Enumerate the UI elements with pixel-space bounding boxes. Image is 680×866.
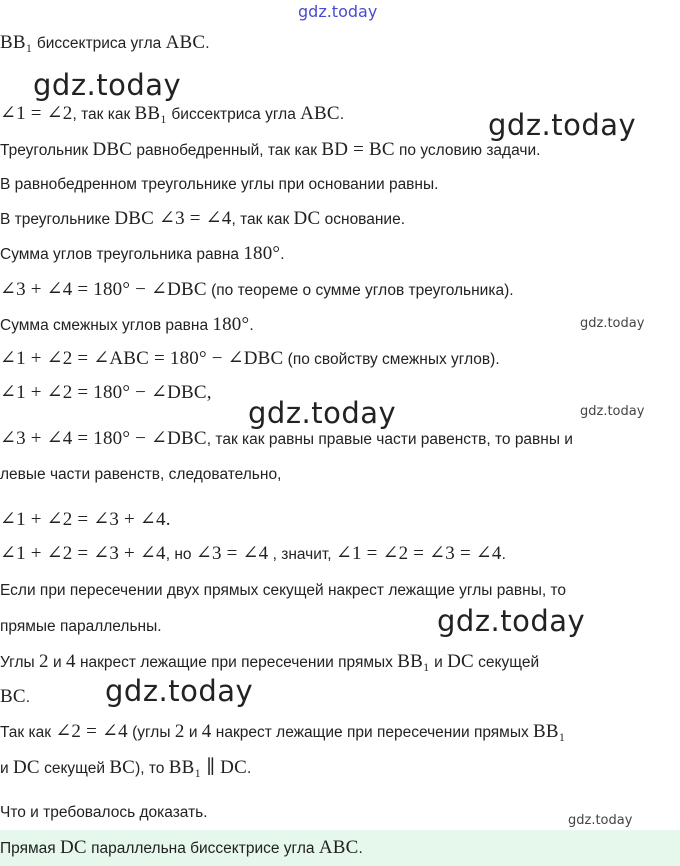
text-run: секущей — [473, 654, 540, 671]
math-expression: BB₁ — [0, 32, 33, 53]
math-expression: ABC — [318, 837, 359, 858]
text-run: и — [429, 654, 448, 671]
solution-line — [0, 463, 678, 487]
math-expression: ∠1 + ∠2 = ∠3 + ∠4. — [0, 509, 171, 530]
math-expression: 4 — [201, 721, 212, 742]
math-expression: DC — [12, 757, 40, 778]
text-run: равнобедренный, так как — [132, 142, 322, 159]
math-expression: 2 — [38, 651, 49, 672]
text-run: . — [249, 317, 254, 334]
watermark-large: gdz.today — [105, 674, 254, 708]
text-run: биссектриса угла — [167, 106, 301, 123]
text-run: основание. — [320, 211, 406, 228]
watermark-small: gdz.today — [580, 404, 645, 419]
math-expression: BB₁ — [397, 651, 430, 672]
math-expression: ∠3 + ∠4 = 180° − ∠DBC — [0, 279, 207, 300]
math-expression: ∠2 = ∠4 — [55, 721, 128, 742]
solution-line — [0, 720, 678, 745]
text-run: . — [25, 689, 31, 706]
text-run: , так как равны правые части равенств, то равны и — [206, 431, 573, 448]
text-run: . — [246, 760, 252, 777]
text-run: Сумма углов треугольника равна — [0, 246, 244, 263]
math-expression: ∠1 + ∠2 = ∠ABC = 180° − ∠DBC — [0, 348, 284, 369]
text-run: Сумма смежных углов равна — [0, 317, 213, 334]
text-run: и — [0, 760, 13, 777]
math-expression: ABC — [300, 103, 340, 124]
text-run: , так как — [231, 211, 294, 228]
solution-line — [0, 138, 678, 163]
text-run: , значит, — [268, 546, 336, 563]
solution-line — [0, 542, 678, 567]
text-run: . — [358, 840, 363, 857]
math-expression: ABC — [165, 32, 206, 53]
solution-line — [0, 347, 678, 372]
text-run: Треугольник — [0, 142, 93, 159]
solution-line — [0, 207, 678, 232]
solution-line — [0, 242, 678, 267]
math-expression: 180° — [212, 314, 250, 335]
text-run: В равнобедренном треугольнике углы при основании равны. — [0, 176, 439, 193]
solution-line — [0, 801, 678, 825]
text-run: В треугольнике — [0, 211, 115, 228]
text-run: и — [184, 724, 202, 741]
math-expression: BC — [109, 757, 136, 778]
math-expression: BB₁ — [134, 103, 168, 124]
text-run: . — [501, 546, 506, 563]
math-expression: DC — [293, 208, 321, 229]
text-run: (по свойству смежных углов). — [283, 351, 500, 368]
math-expression: DBC ∠3 = ∠4 — [114, 208, 232, 229]
text-run: накрест лежащие при пересечении прямых — [75, 654, 398, 671]
math-expression: 4 — [65, 651, 76, 672]
text-run: биссектриса угла — [32, 35, 166, 52]
watermark-large: gdz.today — [33, 68, 182, 102]
solution-line — [0, 685, 678, 710]
math-expression: BB₁ — [533, 721, 566, 742]
watermark-large: gdz.today — [248, 396, 397, 430]
watermark-large: gdz.today — [437, 604, 586, 638]
text-run: Что и требовалось доказать. — [0, 804, 208, 821]
solution-line — [0, 508, 678, 533]
math-expression: DC — [447, 651, 474, 672]
text-run: Углы — [0, 654, 39, 671]
solution-line — [0, 173, 678, 197]
math-expression: ∠1 = ∠2 = ∠3 = ∠4 — [335, 543, 502, 564]
solution-line — [0, 756, 678, 781]
text-run: секущей — [39, 760, 110, 777]
math-expression: ∠3 + ∠4 = 180° − ∠DBC — [0, 428, 207, 449]
text-run: . — [205, 35, 210, 52]
math-expression: 180° — [243, 243, 281, 264]
text-run: накрест лежащие при пересечении прямых — [211, 724, 534, 741]
text-run: . — [339, 106, 345, 123]
text-run: по условию задачи. — [394, 142, 541, 159]
text-run: параллельна биссектрисе угла — [86, 840, 319, 857]
conclusion-line — [0, 836, 678, 861]
text-run: Так как — [0, 724, 56, 741]
math-expression: 2 — [174, 721, 185, 742]
text-run: , так как — [72, 106, 135, 123]
math-expression: DC — [59, 837, 87, 858]
math-expression: BD = BC — [321, 139, 395, 160]
solution-line — [0, 102, 678, 127]
text-run: Прямая — [0, 840, 60, 857]
text-run: и — [48, 654, 66, 671]
watermark-large: gdz.today — [488, 108, 637, 142]
text-run: прямые параллельны. — [0, 618, 162, 635]
solution-line — [0, 615, 678, 639]
text-run: ), то — [135, 760, 169, 777]
math-expression: BC — [0, 686, 26, 707]
math-expression: ∠3 = ∠4 — [195, 543, 269, 564]
text-run: (по теореме о сумме углов треугольника). — [206, 282, 514, 299]
math-expression: BB₁ ∥ DC — [168, 757, 247, 778]
math-expression: ∠1 = ∠2 — [0, 103, 73, 124]
math-expression: ∠1 + ∠2 = ∠3 + ∠4 — [0, 543, 166, 564]
solution-line — [0, 31, 678, 56]
solution-line — [0, 427, 678, 452]
watermark-small: gdz.today — [580, 316, 645, 331]
text-run: , но — [165, 546, 196, 563]
watermark-top: gdz.today — [298, 2, 378, 21]
text-run: левые части равенств, следовательно, — [0, 466, 282, 483]
solution-line — [0, 381, 678, 406]
solution-line — [0, 278, 678, 303]
watermark-small: gdz.today — [568, 813, 633, 828]
solution-line — [0, 650, 678, 675]
math-expression: DBC — [92, 139, 133, 160]
text-run: Если при пересечении двух прямых секущей накрест лежащие углы равны, то — [0, 582, 567, 599]
solution-line — [0, 579, 678, 603]
text-run: . — [280, 246, 285, 263]
text-run: (углы — [127, 724, 175, 741]
math-expression: ∠1 + ∠2 = 180° − ∠DBC, — [0, 382, 212, 403]
solution-line — [0, 313, 678, 338]
